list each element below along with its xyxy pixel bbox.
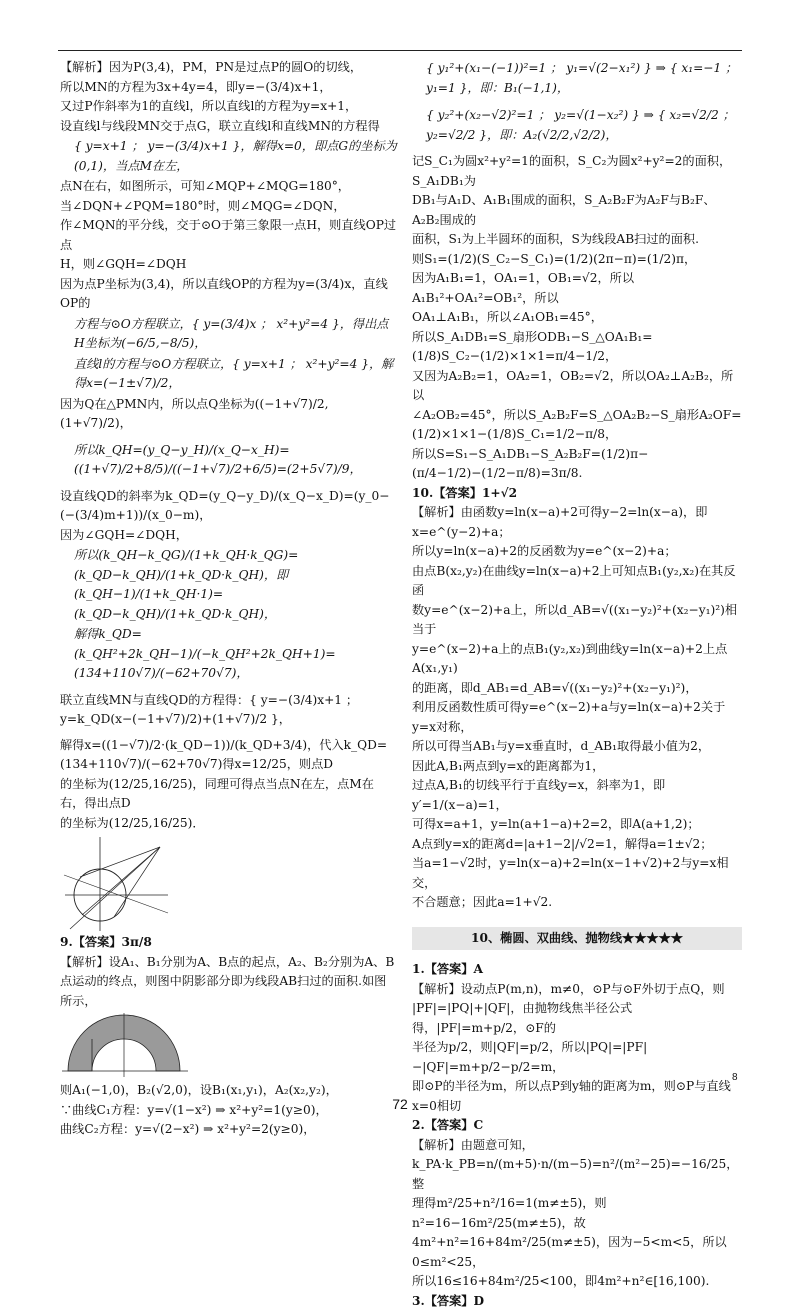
text-line: 数y=e^(x−2)+a上，所以d_AB=√((x₁−y₂)²+(x₂−y₁)²)相当于 bbox=[412, 601, 742, 640]
text-line: 所以MN的方程为3x+4y=4，即y=−(3/4)x+1， bbox=[60, 78, 398, 98]
answer-2: 2.【答案】C bbox=[412, 1116, 742, 1136]
angle-equation: 所以(k_QH−k_QG)/(1+k_QH·k_QG)=(k_QD−k_QH)/(1+k_QD·k_QH)，即(k_QH−1)/(1+k_QH·1)=(k_QD−k_QH)/(1+k_QD·k_QH)， bbox=[74, 546, 398, 624]
text-line: 所以y=ln(x−a)+2的反函数为y=e^(x−2)+a； bbox=[412, 542, 742, 562]
text-line: 即⊙P的半径为m，所以点P到y轴的距离为m，则⊙P与直线 bbox=[412, 1077, 742, 1097]
text-line: 又因为A₂B₂=1，OA₂=1，OB₂=√2，所以OA₂⊥A₂B₂，所以 bbox=[412, 367, 742, 406]
text-line: 因为A₁B₁=1，OA₁=1，OB₁=√2，所以A₁B₁²+OA₁²=OB₁²，所以 bbox=[412, 269, 742, 308]
text-line: 半径为p/2，则|QF|=p/2，所以|PQ|=|PF|−|QF|=m+p/2−p/2=m， bbox=[412, 1038, 742, 1077]
text-line: 【解析】由函数y=ln(x−a)+2可得y−2=ln(x−a)，即x=e^(y−2)+a； bbox=[412, 503, 742, 542]
text-line: A点到y=x的距离d=|a+1−2|/√2=1，解得a=1±√2； bbox=[412, 835, 742, 855]
text-line: H，则∠GQH=∠DQH bbox=[60, 255, 398, 275]
text-line: 因为Q在△PMN内，所以点Q坐标为((−1+√7)/2,(1+√7)/2)， bbox=[60, 395, 398, 434]
text-line: 联立直线MN与直线QD的方程得：{ y=−(3/4)x+1 ； y=k_QD(x−(−1+√7)/2)+(1+√7)/2 }， bbox=[60, 691, 398, 730]
corner-page-number: 8 bbox=[732, 1072, 738, 1083]
text-line: 过点A,B₁的切线平行于直线y=x，斜率为1，即y′=1/(x−a)=1， bbox=[412, 776, 742, 815]
section-heading: 10、椭圆、双曲线、抛物线★★★★★ bbox=[412, 927, 742, 951]
text-line: OA₁⊥A₁B₁，所以∠A₁OB₁=45°， bbox=[412, 308, 742, 328]
text-line: 【解析】因为P(3,4)，PM，PN是过点P的圆O的切线， bbox=[60, 58, 398, 78]
text-line: 所以16≤16+84m²/25<100，即4m²+n²∈[16,100). bbox=[412, 1272, 742, 1292]
text-line: 面积，S₁为上半圆环的面积，S为线段AB扫过的面积. bbox=[412, 230, 742, 250]
text-line: 所以S=S₁−S_A₁DB₁−S_A₂B₂F=(1/2)π−(π/4−1/2)−(1/2−π/8)=3π/8. bbox=[412, 445, 742, 484]
text-line: 则A₁(−1,0)，B₂(√2,0)，设B₁(x₁,y₁)，A₂(x₂,y₂)， bbox=[60, 1081, 398, 1101]
text-line: 设直线QD的斜率为k_QD=(y_Q−y_D)/(x_Q−x_D)=(y_0−(−(3/4)m+1))/(x_0−m)， bbox=[60, 487, 398, 526]
equation-system: { y₂²+(x₂−√2)²=1 ； y₂=√(1−x₂²) } ⇒ { x₂=√2/2 ； y₂=√2/2 }，即：A₂(√2/2,√2/2)， bbox=[426, 106, 742, 145]
text-line: 因为∠GQH=∠DQH， bbox=[60, 526, 398, 546]
equation-system: { y=x+1 ； y=−(3/4)x+1 }，解得x=0，即点G的坐标为(0,1)，当点M在左， bbox=[74, 137, 398, 176]
right-column bbox=[412, 58, 742, 1311]
text-line: 不合题意；因此a=1+√2. bbox=[412, 893, 742, 913]
text-line: 由点B(x₂,y₂)在曲线y=ln(x−a)+2上可知点B₁(y₂,x₂)在其反函 bbox=[412, 562, 742, 601]
text-line: 的距离，即d_AB₁=d_AB=√((x₁−y₂)²+(x₂−y₁)²)， bbox=[412, 679, 742, 699]
text-line: DB₁与A₁D、A₁B₁围成的面积，S_A₂B₂F为A₂F与B₂F、A₂B₂围成的 bbox=[412, 191, 742, 230]
text-line: ∵曲线C₁方程：y=√(1−x²) ⇒ x²+y²=1(y≥0)， bbox=[60, 1101, 398, 1121]
text-line: 点N在右，如图所示，可知∠MQP+∠MQG=180°， bbox=[60, 177, 398, 197]
equation-system: 直线l的方程与⊙O方程联立，{ y=x+1 ； x²+y²=4 }，解得x=(−1±√7)/2， bbox=[74, 355, 398, 394]
text-line: 的坐标为(12/25,16/25)，同理可得点当点N在左，点M在右，得出点D bbox=[60, 775, 398, 814]
text-line: 所以S_A₁DB₁=S_扇形ODB₁−S_△OA₁B₁=(1/8)S_C₂−(1/2)×1×1=π/4−1/2， bbox=[412, 328, 742, 367]
text-line: 因此A,B₁两点到y=x的距离都为1， bbox=[412, 757, 742, 777]
circle-tangent-figure bbox=[60, 833, 170, 933]
answer-1: 1.【答案】A bbox=[412, 960, 742, 980]
text-line: 当∠DQN+∠PQM=180°时，则∠MQG=∠DQN， bbox=[60, 197, 398, 217]
text-line: x=0相切 bbox=[412, 1097, 742, 1117]
text-line: 曲线C₂方程：y=√(2−x²) ⇒ x²+y²=2(y≥0)， bbox=[60, 1120, 398, 1140]
semicircle-annulus-figure bbox=[60, 1011, 190, 1081]
text-line: 解得x=((1−√7)/2·(k_QD−1))/(k_QD+3/4)，代入k_QD=(134+110√7)/(−62+70√7)得x=12/25，则点D bbox=[60, 736, 398, 775]
header-rule bbox=[58, 50, 742, 51]
text-line: 因为点P坐标为(3,4)，所以直线OP的方程为y=(3/4)x，直线OP的 bbox=[60, 275, 398, 314]
slope-formula: 所以k_QH=(y_Q−y_H)/(x_Q−x_H)=((1+√7)/2+8/5)/((−1+√7)/2+6/5)=(2+5√7)/9， bbox=[74, 441, 398, 480]
text-line: 利用反函数性质可得y=e^(x−2)+a与y=ln(x−a)+2关于y=x对称， bbox=[412, 698, 742, 737]
answer-3: 3.【答案】D bbox=[412, 1292, 742, 1311]
text-line: ∠A₂OB₂=45°，所以S_A₂B₂F=S_△OA₂B₂−S_扇形A₂OF=(1/2)×1×1−(1/8)S_C₁=1/2−π/8， bbox=[412, 406, 742, 445]
text-line: 所以可得当AB₁与y=x垂直时，d_AB₁取得最小值为2， bbox=[412, 737, 742, 757]
text-line: 记S_C₁为圆x²+y²=1的面积，S_C₂为圆x²+y²=2的面积，S_A₁DB₁为 bbox=[412, 152, 742, 191]
text-line: 理得m²/25+n²/16=1(m≠±5)，则n²=16−16m²/25(m≠±5)，故 bbox=[412, 1194, 742, 1233]
text-line: |PF|=|PQ|+|QF|，由抛物线焦半径公式得，|PF|=m+p/2，⊙F的 bbox=[412, 999, 742, 1038]
text-line: 【解析】设A₁、B₁分别为A、B点的起点，A₂、B₂分别为A、B点运动的终点，则图中阴影部分即为线段AB扫过的面积.如图所示， bbox=[60, 953, 398, 1012]
text-line: 的坐标为(12/25,16/25)． bbox=[60, 814, 398, 834]
page-number: 72 bbox=[0, 1096, 800, 1112]
answer-10: 10.【答案】1+√2 bbox=[412, 484, 742, 504]
text-line: 当a=1−√2时，y=ln(x−a)+2=ln(x−1+√2)+2与y=x相交， bbox=[412, 854, 742, 893]
text-line: 则S₁=(1/2)(S_C₂−S_C₁)=(1/2)(2π−π)=(1/2)π， bbox=[412, 250, 742, 270]
text-line: y=e^(x−2)+a上的点B₁(y₂,x₂)到曲线y=ln(x−a)+2上点A(x₁,y₁) bbox=[412, 640, 742, 679]
equation-system: { y₁²+(x₁−(−1))²=1 ； y₁=√(2−x₁²) } ⇒ { x₁=−1 ； y₁=1 }，即：B₁(−1,1)， bbox=[426, 59, 742, 98]
left-column bbox=[60, 58, 398, 1140]
equation-system: 方程与⊙O方程联立，{ y=(3/4)x ； x²+y²=4 }，得出点H坐标为(−6/5,−8/5)， bbox=[74, 315, 398, 354]
text-line: 又过P作斜率为1的直线l，所以直线l的方程为y=x+1， bbox=[60, 97, 398, 117]
text-line: 可得x=a+1，y=ln(a+1−a)+2=2，即A(a+1,2)； bbox=[412, 815, 742, 835]
text-line: 设直线l与线段MN交于点G，联立直线l和直线MN的方程得 bbox=[60, 117, 398, 137]
text-line: 【解析】由题意可知，k_PA·k_PB=n/(m+5)·n/(m−5)=n²/(m²−25)=−16/25，整 bbox=[412, 1136, 742, 1195]
text-line: 作∠MQN的平分线，交于⊙O于第三象限一点H，则直线OP过点 bbox=[60, 216, 398, 255]
text-line: 【解析】设动点P(m,n)，m≠0，⊙P与⊙F外切于点Q，则 bbox=[412, 980, 742, 1000]
slope-solution: 解得k_QD=(k_QH²+2k_QH−1)/(−k_QH²+2k_QH+1)=(134+110√7)/(−62+70√7)， bbox=[74, 625, 398, 684]
text-line: 4m²+n²=16+84m²/25(m≠±5)，因为−5<m<5，所以0≤m²<25， bbox=[412, 1233, 742, 1272]
answer-9: 9.【答案】3π/8 bbox=[60, 933, 398, 953]
